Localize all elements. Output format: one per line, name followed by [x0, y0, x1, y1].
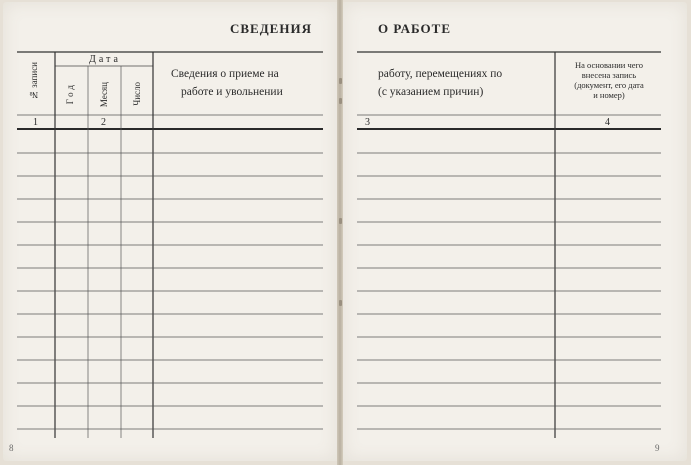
header-basis-line4: и номер) — [593, 90, 625, 100]
column-number-2: 2 — [101, 117, 106, 128]
header-info-line4: (с указанием причин) — [378, 86, 484, 98]
column-number-3: 3 — [365, 117, 370, 128]
column-number-1: 1 — [33, 117, 38, 128]
header-info-line2: работе и увольнении — [181, 86, 283, 98]
header-basis-line3: (документ, его дата — [574, 80, 644, 90]
header-basis-line1: На основании чего — [574, 60, 644, 70]
page-title-right: О РАБОТЕ — [378, 21, 451, 36]
page-number-left: 8 — [9, 443, 14, 453]
spine-stitch — [339, 300, 342, 306]
header-basis — [557, 60, 661, 100]
spine-stitch — [339, 218, 342, 224]
right-page — [343, 2, 687, 461]
header-info-line1: Сведения о приеме на — [171, 68, 279, 80]
header-info-line3: работу, перемещениях по — [378, 68, 503, 80]
page-number-right: 9 — [655, 443, 660, 453]
header-day: Число — [132, 82, 142, 106]
spine-stitch — [339, 78, 342, 84]
left-page — [3, 2, 337, 461]
header-record-number: № записи — [29, 62, 39, 101]
left-table-grid — [3, 2, 337, 461]
page-title-left: СВЕДЕНИЯ — [230, 21, 312, 36]
header-basis-line2: внесена запись — [581, 70, 637, 80]
column-number-4: 4 — [605, 117, 610, 128]
header-month: Месяц — [99, 82, 109, 108]
header-year: Год — [65, 82, 75, 105]
spine-stitch — [339, 98, 342, 104]
header-date-group: Дата — [89, 54, 121, 65]
